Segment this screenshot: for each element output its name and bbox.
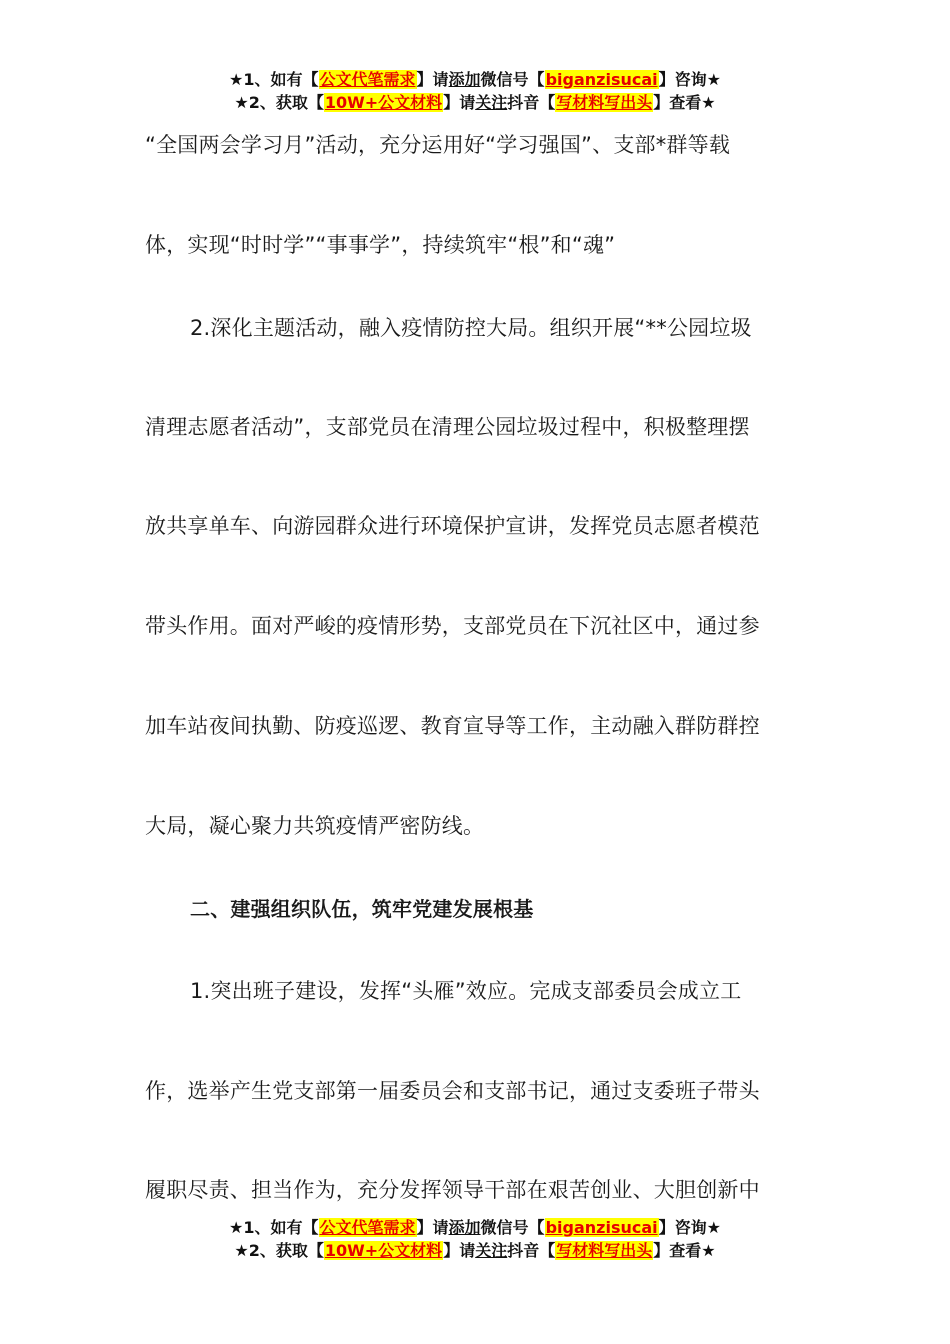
banner-highlight: 公文代笔需求	[319, 1218, 416, 1237]
banner-highlight: biganzisucai	[545, 1218, 658, 1237]
banner-text: 】请	[416, 70, 449, 89]
banner-text: ★2、获取【	[234, 93, 324, 112]
body-line: 体，实现“时时学”“事事学”，持续筑牢“根”和“魂”	[145, 233, 616, 257]
banner-line-1	[0, 68, 950, 91]
body-line: 放共享单车、向游园群众进行环境保护宣讲，发挥党员志愿者模范	[145, 514, 760, 538]
banner-line-2	[0, 1239, 950, 1262]
banner-text: ★1、如有【	[229, 70, 319, 89]
body-line: 带头作用。面对严峻的疫情形势，支部党员在下沉社区中，通过参	[145, 614, 760, 638]
banner-text: 微信号【	[480, 70, 545, 89]
banner-highlight: 10W+公文材料	[324, 93, 443, 112]
banner-text: ★1、如有【	[229, 1218, 319, 1237]
banner-line-1	[0, 1216, 950, 1239]
body-line: 作，选举产生党支部第一届委员会和支部书记，通过支委班子带头	[145, 1079, 760, 1103]
banner-line-2	[0, 91, 950, 114]
banner-highlight: 写材料写出头	[556, 1241, 653, 1260]
body-line: 2.深化主题活动，融入疫情防控大局。组织开展“**公园垃圾	[190, 316, 752, 340]
banner-text: ★2、获取【	[234, 1241, 324, 1260]
body-line: “全国两会学习月”活动，充分运用好“学习强国”、支部*群等载	[145, 133, 731, 157]
banner-text: 抖音【	[507, 1241, 556, 1260]
banner-highlight: 写材料写出头	[556, 93, 653, 112]
banner-highlight: 10W+公文材料	[324, 1241, 443, 1260]
banner-text: 】请	[416, 1218, 449, 1237]
banner-text: 】咨询★	[658, 1218, 721, 1237]
banner-underline: 关注	[475, 1241, 508, 1260]
body-line: 清理志愿者活动”，支部党员在清理公园垃圾过程中，积极整理摆	[145, 415, 750, 439]
top-banner	[0, 68, 950, 114]
banner-text: 】请	[443, 93, 476, 112]
bottom-banner	[0, 1216, 950, 1262]
section-heading: 二、建强组织队伍，筑牢党建发展根基	[190, 897, 534, 921]
banner-highlight: 公文代笔需求	[319, 70, 416, 89]
banner-text: 】咨询★	[658, 70, 721, 89]
banner-text: 】查看★	[653, 1241, 716, 1260]
body-line: 1.突出班子建设，发挥“头雁”效应。完成支部委员会成立工	[190, 979, 742, 1003]
banner-text: 微信号【	[480, 1218, 545, 1237]
banner-text: 】请	[443, 1241, 476, 1260]
banner-underline: 添加	[448, 70, 481, 89]
banner-underline: 关注	[475, 93, 508, 112]
banner-text: 抖音【	[507, 93, 556, 112]
banner-text: 】查看★	[653, 93, 716, 112]
body-line: 加车站夜间执勤、防疫巡逻、教育宣导等工作，主动融入群防群控	[145, 714, 760, 738]
banner-highlight: biganzisucai	[545, 70, 658, 89]
body-line: 大局，凝心聚力共筑疫情严密防线。	[145, 814, 485, 838]
body-line: 履职尽责、担当作为，充分发挥领导干部在艰苦创业、大胆创新中	[145, 1178, 760, 1202]
banner-underline: 添加	[448, 1218, 481, 1237]
